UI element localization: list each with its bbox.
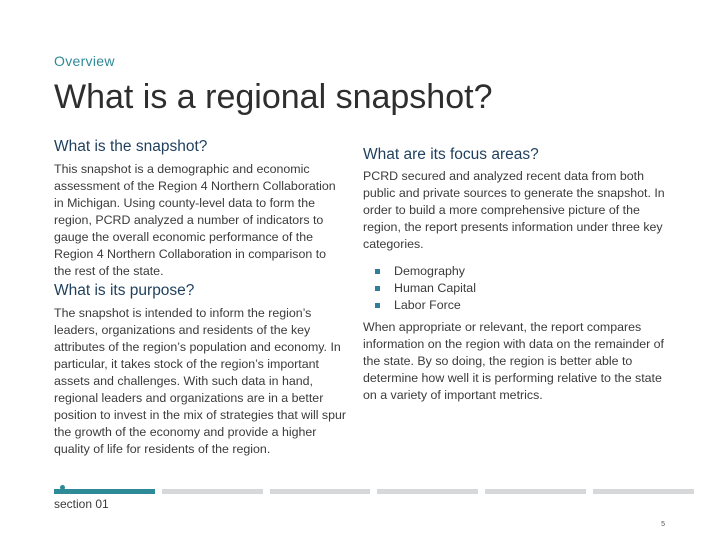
square-bullet-icon <box>375 286 380 291</box>
progress-segment-active <box>54 489 155 494</box>
right-column <box>363 145 667 404</box>
category-label: Demography <box>394 264 465 278</box>
section-label: section 01 <box>54 497 109 511</box>
progress-segment <box>593 489 694 494</box>
snapshot-paragraph: This snapshot is a demographic and economic assessment of the Region 4 Northern Collaboration in Michigan. Using county-level data to form the region, PCRD analyzed a number of indicators to gauge the overall economic performance of the Region 4 Northern Collaboration in comparison to the rest of the state. <box>54 162 336 278</box>
square-bullet-icon <box>375 269 380 274</box>
list-item <box>375 263 667 280</box>
list-item <box>375 280 667 297</box>
left-column <box>54 137 346 458</box>
progress-marker-icon <box>60 485 65 490</box>
list-item <box>375 297 667 314</box>
progress-segment <box>485 489 586 494</box>
purpose-heading: What is its purpose? <box>54 282 195 299</box>
overview-label: Overview <box>54 53 115 69</box>
page-number: 5 <box>661 521 665 528</box>
focus-areas-heading: What are its focus areas? <box>363 146 539 163</box>
square-bullet-icon <box>375 303 380 308</box>
slide-title: What is a regional snapshot? <box>54 78 493 116</box>
progress-segment <box>377 489 478 494</box>
category-label: Human Capital <box>394 281 476 295</box>
section-progress-bar <box>54 489 694 495</box>
purpose-paragraph: The snapshot is intended to inform the region’s leaders, organizations and residents of the key attributes of the region’s population and economy. In particular, it takes stock of the region’s important assets and challenges. With such data in hand, regional leaders and organizations are in a better position to invest in the mix of strategies that will spur the growth of the economy and provide a higher quality of life for residents of the region. <box>54 306 347 456</box>
category-label: Labor Force <box>394 298 461 312</box>
progress-segment <box>162 489 263 494</box>
progress-segment <box>270 489 371 494</box>
snapshot-heading: What is the snapshot? <box>54 138 208 155</box>
category-list <box>375 263 667 314</box>
comparison-paragraph: When appropriate or relevant, the report compares information on the region with data on the remainder of the state. By so doing, the region is better able to determine how well it is performing relative to the state on a variety of important metrics. <box>363 320 664 402</box>
focus-areas-paragraph: PCRD secured and analyzed recent data from both public and private sources to generate the snapshot. In order to build a more comprehensive picture of the region, the report presents information under three key categories. <box>363 169 665 251</box>
